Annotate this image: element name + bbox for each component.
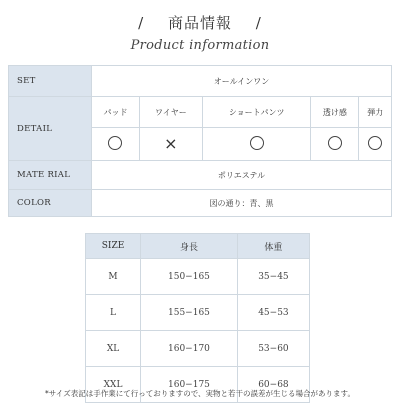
circle-mark-icon <box>108 136 122 150</box>
material-label: MATE RIAL <box>9 161 92 190</box>
set-label: SET <box>9 66 92 97</box>
size-chart-table <box>85 233 310 403</box>
set-row <box>9 66 392 97</box>
cross-mark-icon: × <box>164 134 178 153</box>
size-cell: XL <box>86 331 141 367</box>
size-row <box>86 331 310 367</box>
color-value: 図の通り：青、黒 <box>92 190 392 217</box>
title-text: 商品情報 <box>167 14 232 32</box>
detail-mark-sheer <box>311 128 359 161</box>
detail-label: DETAIL <box>9 97 92 161</box>
detail-item-stretch: 弾力 <box>359 97 392 128</box>
title-slash-left: / <box>138 14 145 32</box>
size-header-row <box>86 234 310 259</box>
weight-cell: 35−45 <box>237 259 309 295</box>
height-cell: 155−165 <box>141 295 238 331</box>
detail-item-sheer: 透け感 <box>311 97 359 128</box>
weight-cell: 45−53 <box>237 295 309 331</box>
material-row <box>9 161 392 190</box>
detail-item-shorts: ショートパンツ <box>202 97 311 128</box>
size-header-weight: 体重 <box>237 234 309 259</box>
detail-mark-pad <box>92 128 140 161</box>
size-cell: M <box>86 259 141 295</box>
circle-mark-icon <box>250 136 264 150</box>
color-label: COLOR <box>9 190 92 217</box>
size-header-size: SIZE <box>86 234 141 259</box>
weight-cell: 60−68 <box>237 367 309 403</box>
size-cell: XXL <box>86 367 141 403</box>
size-cell: L <box>86 295 141 331</box>
detail-mark-stretch <box>359 128 392 161</box>
height-cell: 160−175 <box>141 367 238 403</box>
size-row <box>86 259 310 295</box>
weight-cell: 53−60 <box>237 331 309 367</box>
height-cell: 160−170 <box>141 331 238 367</box>
detail-mark-shorts <box>202 128 311 161</box>
size-row <box>86 295 310 331</box>
title-slash-right: / <box>255 14 262 32</box>
color-row <box>9 190 392 217</box>
circle-mark-icon <box>368 136 382 150</box>
detail-item-wire: ワイヤー <box>139 97 202 128</box>
page-title <box>0 12 400 33</box>
size-header-height: 身長 <box>141 234 238 259</box>
detail-mark-wire <box>139 128 202 161</box>
page-subtitle: Product information <box>130 38 270 53</box>
height-cell: 150−165 <box>141 259 238 295</box>
circle-mark-icon <box>328 136 342 150</box>
material-value: ポリエステル <box>92 161 392 190</box>
detail-header-row <box>9 97 392 128</box>
set-value: オールインワン <box>92 66 392 97</box>
product-info-table <box>8 65 392 217</box>
size-footnote: *サイズ表記は手作業にて行っておりますので、実物と若干の誤差が生じる場合があります。 <box>45 389 355 398</box>
detail-item-pad: パッド <box>92 97 140 128</box>
